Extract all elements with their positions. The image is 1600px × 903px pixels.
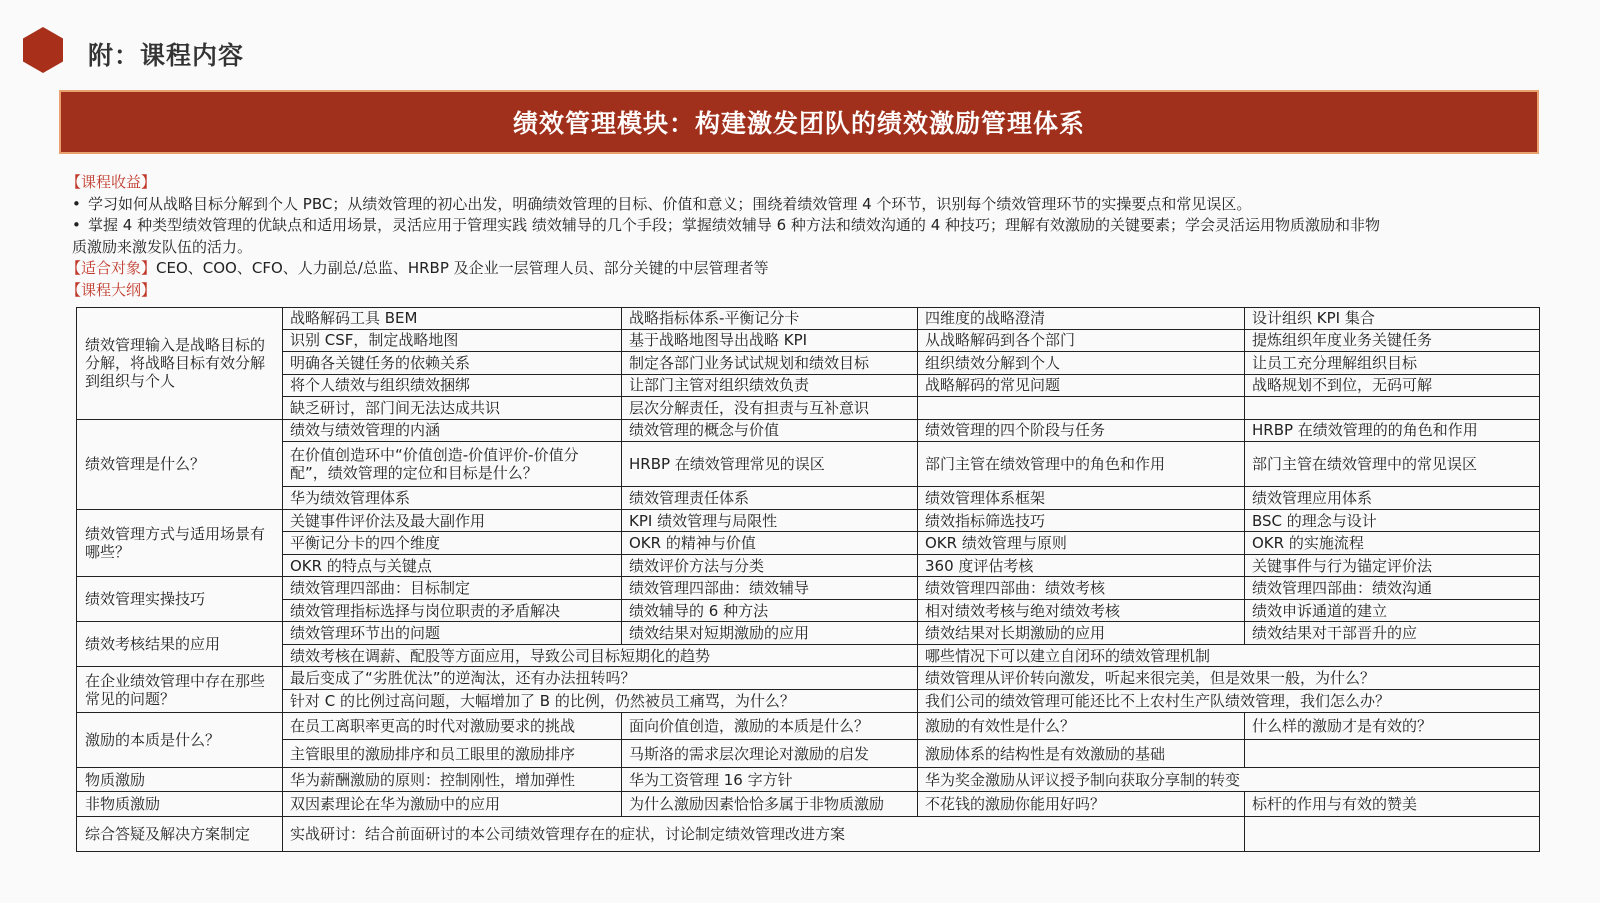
topic-cell: 绩效管理的四个阶段与任务 (918, 419, 1245, 442)
table-row (77, 329, 1540, 352)
topic-cell: 关键事件评价法及最大副作用 (283, 509, 622, 532)
topic-cell: 平衡记分卡的四个维度 (283, 532, 622, 555)
topic-cell: 在员工离职率更高的时代对激励要求的挑战 (283, 712, 622, 740)
topic-cell: 战略解码工具 BEM (283, 308, 622, 330)
topic-cell: 绩效管理四部曲：绩效沟通 (1245, 577, 1540, 600)
topic-cell: 绩效评价方法与分类 (622, 554, 918, 577)
module-title: 绩效管理模块：构建激发团队的绩效激励管理体系 (512, 109, 1085, 138)
table-row (77, 767, 1540, 792)
category-cell: 绩效考核结果的应用 (77, 622, 283, 667)
topic-cell: 设计组织 KPI 集合 (1245, 308, 1540, 330)
topic-cell: 什么样的激励才是有效的？ (1245, 712, 1540, 740)
table-row (77, 740, 1540, 768)
topic-cell: 马斯洛的需求层次理论对激励的启发 (622, 740, 918, 768)
table-row (77, 792, 1540, 817)
table-row (77, 397, 1540, 420)
topic-cell: 部门主管在绩效管理中的角色和作用 (918, 442, 1245, 487)
table-row (77, 419, 1540, 442)
module-banner (59, 90, 1539, 154)
topic-cell: HRBP 在绩效管理的的角色和作用 (1245, 419, 1540, 442)
topic-cell: 绩效结果对长期激励的应用 (918, 622, 1245, 645)
hexagon-logo-icon (19, 26, 67, 74)
table-row (77, 690, 1540, 713)
topic-cell-wide: 绩效考核在调薪、配股等方面应用，导致公司目标短期化的趋势 (283, 644, 918, 667)
category-cell: 激励的本质是什么？ (77, 712, 283, 767)
bullet-dot: • (72, 194, 81, 213)
topic-cell: 战略解码的常见问题 (918, 374, 1245, 397)
benefits-label: 【课程收益】 (66, 173, 157, 191)
table-row (77, 532, 1540, 555)
topic-cell: 相对绩效考核与绝对绩效考核 (918, 599, 1245, 622)
table-row (77, 622, 1540, 645)
topic-cell: 绩效管理四部曲：绩效考核 (918, 577, 1245, 600)
topic-cell: 绩效申诉通道的建立 (1245, 599, 1540, 622)
page-title: 附：课程内容 (88, 41, 245, 70)
topic-cell: OKR 的特点与关键点 (283, 554, 622, 577)
topic-cell (1245, 740, 1540, 768)
topic-cell: 部门主管在绩效管理中的常见误区 (1245, 442, 1540, 487)
topic-cell: OKR 的实施流程 (1245, 532, 1540, 555)
topic-cell: 标杆的作用与有效的赞美 (1245, 792, 1540, 817)
topic-cell: 四维度的战略澄清 (918, 308, 1245, 330)
topic-cell: 激励的有效性是什么？ (918, 712, 1245, 740)
audience-line (66, 258, 1536, 280)
topic-cell: 绩效管理体系框架 (918, 487, 1245, 510)
topic-cell: 绩效管理四部曲：目标制定 (283, 577, 622, 600)
topic-cell: 双因素理论在华为激励中的应用 (283, 792, 622, 817)
table-row (77, 599, 1540, 622)
category-cell: 绩效管理实操技巧 (77, 577, 283, 622)
benefit-text: 学习如何从战略目标分解到个人 PBC；从绩效管理的初心出发，明确绩效管理的目标、价值和意义；围绕着绩效管理 4 个环节，识别每个绩效管理环节的实操要点和常见误区。 (88, 194, 1252, 213)
topic-cell (1245, 397, 1540, 420)
table-row (77, 667, 1540, 690)
table-row (77, 577, 1540, 600)
topic-cell: OKR 的精神与价值 (622, 532, 918, 555)
topic-cell: 绩效管理指标选择与岗位职责的矛盾解决 (283, 599, 622, 622)
topic-cell: 激励体系的结构性是有效激励的基础 (918, 740, 1245, 768)
benefit-item (66, 215, 1536, 237)
category-cell: 综合答疑及解决方案制定 (77, 817, 283, 852)
course-intro (66, 172, 1536, 301)
topic-cell: 明确各关键任务的依赖关系 (283, 352, 622, 375)
topic-cell: 不花钱的激励你能用好吗？ (918, 792, 1245, 817)
topic-cell: 绩效与绩效管理的内涵 (283, 419, 622, 442)
topic-cell: 绩效结果对短期激励的应用 (622, 622, 918, 645)
topic-cell: 华为绩效管理体系 (283, 487, 622, 510)
topic-cell: 让部门主管对组织绩效负责 (622, 374, 918, 397)
table-row (77, 554, 1540, 577)
topic-cell: HRBP 在绩效管理常见的误区 (622, 442, 918, 487)
benefit-item (66, 194, 1536, 216)
topic-cell: 华为工资管理 16 字方针 (622, 767, 918, 792)
table-row (77, 442, 1540, 487)
topic-cell: 在价值创造环中“价值创造-价值评价-价值分配”，绩效管理的定位和目标是什么？ (283, 442, 622, 487)
topic-cell: 提炼组织年度业务关键任务 (1245, 329, 1540, 352)
topic-cell: OKR 绩效管理与原则 (918, 532, 1245, 555)
topic-cell: 从战略解码到各个部门 (918, 329, 1245, 352)
category-cell: 物质激励 (77, 767, 283, 792)
topic-cell: 绩效管理四部曲：绩效辅导 (622, 577, 918, 600)
topic-cell: 绩效管理应用体系 (1245, 487, 1540, 510)
topic-cell (918, 397, 1245, 420)
topic-cell: 绩效指标筛选技巧 (918, 509, 1245, 532)
table-row (77, 712, 1540, 740)
table-row (77, 487, 1540, 510)
topic-cell-wide: 我们公司的绩效管理可能还比不上农村生产队绩效管理，我们怎么办？ (918, 690, 1540, 713)
course-outline-table (76, 307, 1540, 852)
topic-cell-wide: 实战研讨：结合前面研讨的本公司绩效管理存在的症状，讨论制定绩效管理改进方案 (283, 817, 1245, 852)
table-row (77, 509, 1540, 532)
category-cell: 绩效管理方式与适用场景有哪些？ (77, 509, 283, 577)
topic-cell-wide: 针对 C 的比例过高问题，大幅增加了 B 的比例，仍然被员工痛骂，为什么？ (283, 690, 918, 713)
topic-cell: 面向价值创造，激励的本质是什么？ (622, 712, 918, 740)
topic-cell-wide: 绩效管理从评价转向激发，听起来很完美，但是效果一般，为什么？ (918, 667, 1540, 690)
topic-cell: 制定各部门业务试试规划和绩效目标 (622, 352, 918, 375)
topic-cell: 将个人绩效与组织绩效捆绑 (283, 374, 622, 397)
table-row (77, 374, 1540, 397)
topic-cell: 识别 CSF，制定战略地图 (283, 329, 622, 352)
table-row (77, 308, 1540, 330)
topic-cell (1245, 817, 1540, 852)
category-cell: 非物质激励 (77, 792, 283, 817)
topic-cell-wide: 最后变成了“劣胜优汰”的逆淘汰，还有办法扭转吗？ (283, 667, 918, 690)
topic-cell: BSC 的理念与设计 (1245, 509, 1540, 532)
topic-cell: 缺乏研讨，部门间无法达成共识 (283, 397, 622, 420)
topic-cell: 为什么激励因素恰恰多属于非物质激励 (622, 792, 918, 817)
benefit-text-continued: 质激励来激发队伍的活力。 (72, 237, 253, 256)
topic-cell: 组织绩效分解到个人 (918, 352, 1245, 375)
topic-cell: 绩效管理责任体系 (622, 487, 918, 510)
topic-cell: 让员工充分理解组织目标 (1245, 352, 1540, 375)
topic-cell: 绩效管理环节出的问题 (283, 622, 622, 645)
audience-label: 【适合对象】 (66, 259, 157, 277)
topic-cell: 绩效管理的概念与价值 (622, 419, 918, 442)
topic-cell: 主管眼里的激励排序和员工眼里的激励排序 (283, 740, 622, 768)
category-cell: 绩效管理输入是战略目标的分解，将战略目标有效分解到组织与个人 (77, 308, 283, 420)
topic-cell: 战略指标体系-平衡记分卡 (622, 308, 918, 330)
topic-cell: 层次分解责任，没有担责与互补意识 (622, 397, 918, 420)
topic-cell: 关键事件与行为锚定评价法 (1245, 554, 1540, 577)
topic-cell: 360 度评估考核 (918, 554, 1245, 577)
category-cell: 绩效管理是什么？ (77, 419, 283, 509)
topic-cell: 战略规划不到位，无码可解 (1245, 374, 1540, 397)
topic-cell: 绩效结果对干部晋升的应 (1245, 622, 1540, 645)
outline-label: 【课程大纲】 (66, 280, 157, 299)
bullet-dot: • (72, 216, 81, 234)
topic-cell-wide: 华为奖金激励从评议授予制向获取分享制的转变 (918, 767, 1540, 792)
audience-text: CEO、COO、CFO、人力副总/总监、HRBP 及企业一层管理人员、部分关键的中层管理者等 (156, 259, 769, 277)
topic-cell: 绩效辅导的 6 种方法 (622, 599, 918, 622)
benefit-text: 掌握 4 种类型绩效管理的优缺点和适用场景，灵活应用于管理实践 绩效辅导的几个手段；掌握绩效辅导 6 种方法和绩效沟通的 4 种技巧；理解有效激励的关键要素；学会灵活运用物质激励和非物 (88, 216, 1381, 234)
topic-cell: 华为薪酬激励的原则：控制刚性，增加弹性 (283, 767, 622, 792)
table-row (77, 352, 1540, 375)
table-row (77, 644, 1540, 667)
topic-cell: KPI 绩效管理与局限性 (622, 509, 918, 532)
topic-cell: 基于战略地图导出战略 KPI (622, 329, 918, 352)
topic-cell-wide: 哪些情况下可以建立自闭环的绩效管理机制 (918, 644, 1540, 667)
category-cell: 在企业绩效管理中存在那些常见的问题？ (77, 667, 283, 712)
table-row (77, 817, 1540, 852)
